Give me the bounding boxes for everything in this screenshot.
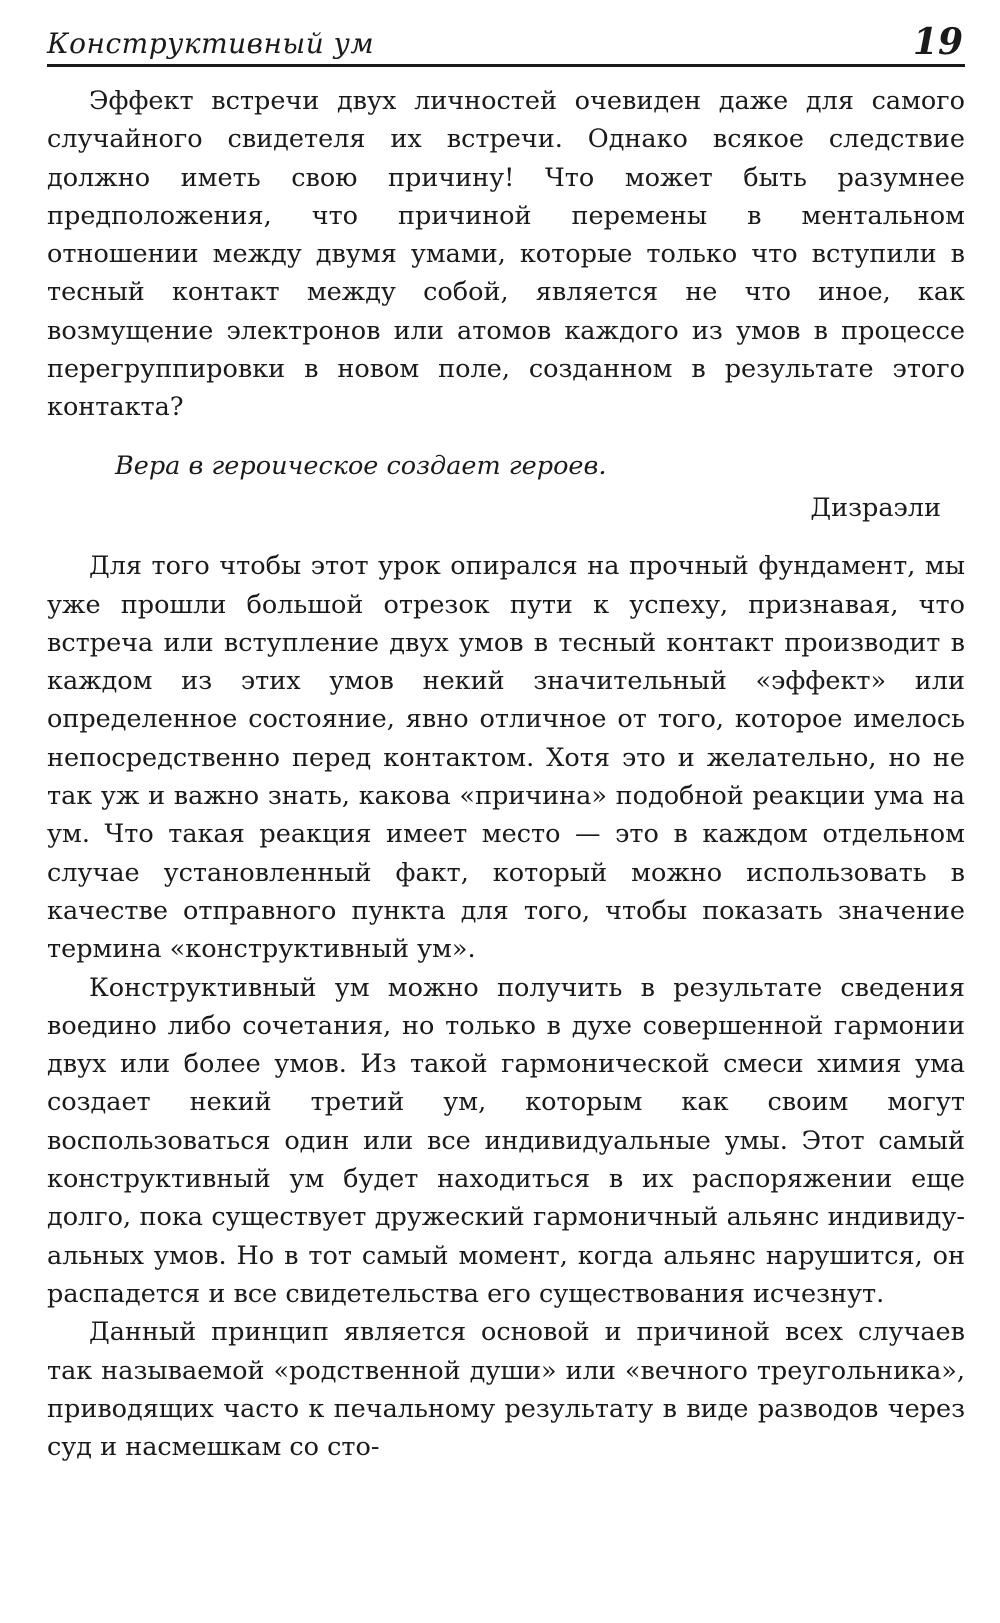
book-page [47,20,965,1466]
paragraph: Конструктивный ум можно получить в результате сведения воедино либо сочетания, но только в духе совершенной гармонии двух или более умов. Из такой гармонической смеси химия ума создает некий третий ум, которым как своим могут воспользоваться один или все индивидуальные умы. Этот самый конструктивный ум будет находиться в их распоряжении еще долго, пока существует дружеский гармоничный альянс индивидуальных умов. Но в тот самый момент, когда альянс нарушится, он распадется и все свидетельства его существования исчезнут. [47,972,965,1309]
epigraph [47,447,965,528]
epigraph-author: Дизраэли [810,492,941,523]
epigraph-quote: Вера в героическое создает героев. [115,450,607,481]
page-number: 19 [912,21,963,63]
paragraph: Для того чтобы этот урок опирался на прочный фундамент, мы уже прошли большой отрезок пути к успеху, признавая, что встреча или вступление двух умов в тесный контакт производит в каждом из этих умов некий значительный «эффект» или определенное состояние, явно отличное от того, которое имелось непосредственно перед контактом. Хотя это и желательно, но не так уж и важно знать, какова «причина» подобной реакции ума на ум. Что такая реакция имеет место — это в каждом отдельном случае установленный факт, который можно использовать в качестве отправного пункта для того, чтобы показать значение термина «конструктивный ум». [47,551,965,965]
paragraph: Эффект встречи двух личностей очевиден даже для самого случайного свидетеля их встречи. Однако всякое следствие должно иметь свою причину! Что может быть разумнее предположения, что причиной перемены в ментальном отношении между двумя умами, которые только что вступили в тесный контакт между собой, является не что иное, как возмущение электронов или атомов каждого из умов в процессе перегруппировки в новом поле, созданном в результате этого контакта? [47,86,965,423]
running-title: Конструктивный ум [47,27,375,60]
body-text [47,82,965,1466]
running-header [47,20,965,67]
paragraph: Данный принцип является основой и причиной всех случаев так называемой «родственной души» или «вечного треугольника», приводящих часто к печальному результату в виде разводов через суд и насмешкам со сто- [47,1317,965,1463]
